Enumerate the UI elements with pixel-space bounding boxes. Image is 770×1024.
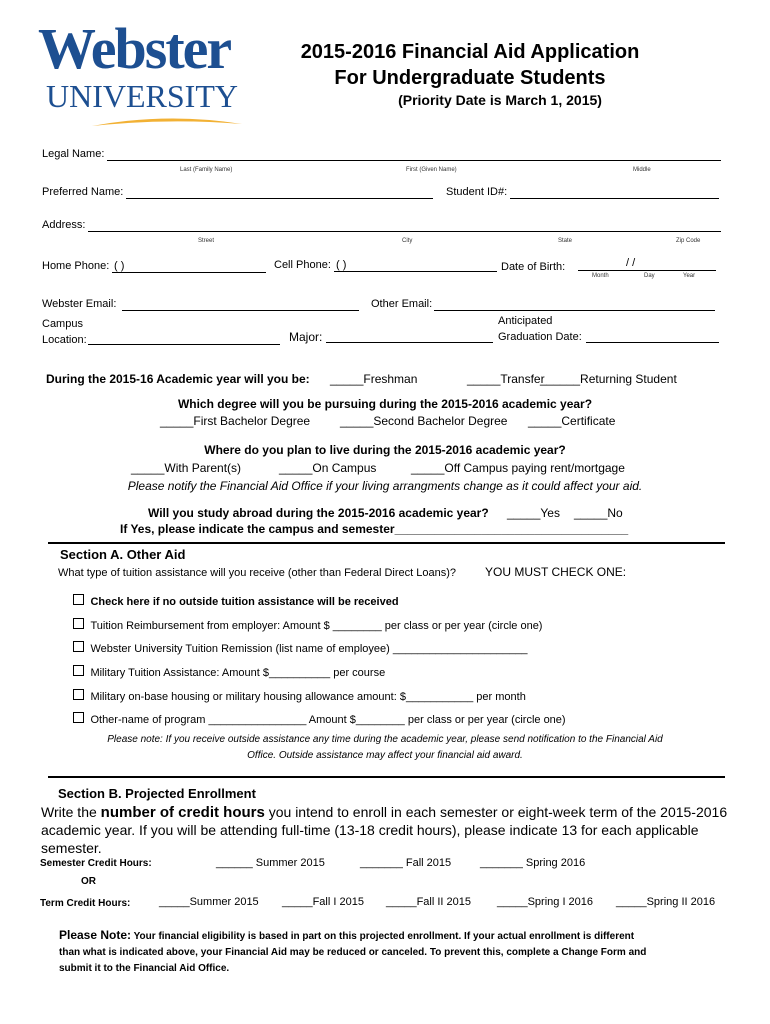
other-email-field[interactable]	[434, 310, 715, 311]
abroad-yes-option[interactable]: _____Yes	[507, 506, 560, 520]
academic-year-question: During the 2015-16 Academic year will you be:	[46, 372, 310, 386]
please-note-paragraph	[59, 927, 729, 977]
living-note: Please notify the Financial Aid Office if your living arrangments change as it could affect your aid.	[127, 479, 643, 493]
legal-name-field[interactable]	[107, 160, 721, 161]
home-phone-field[interactable]	[112, 272, 266, 273]
semester-credit-label: Semester Credit Hours:	[40, 858, 152, 869]
semester-spring-field[interactable]: _______ Spring 2016	[480, 857, 586, 869]
major-field[interactable]	[326, 342, 493, 343]
day-sublabel: Day	[644, 273, 655, 279]
city-sublabel: City	[402, 238, 413, 244]
off-campus-option[interactable]: _____Off Campus paying rent/mortgage	[411, 461, 625, 475]
last-name-sublabel: Last (Family Name)	[180, 167, 233, 173]
address-field[interactable]	[88, 231, 721, 232]
no-outside-aid-label: Check here if no outside tuition assistance will be received	[90, 596, 399, 608]
tuition-reimbursement-checkbox[interactable]	[73, 618, 84, 629]
tuition-remission-label: Webster University Tuition Remission (list name of employee) ______________________	[90, 643, 528, 655]
other-program-row	[73, 710, 566, 728]
logo-swoosh-icon	[92, 114, 242, 128]
must-check-one: YOU MUST CHECK ONE:	[485, 565, 627, 579]
on-campus-option[interactable]: _____On Campus	[279, 461, 377, 475]
section-a-note-line1: Please note: If you receive outside assistance any time during the academic year, please send notification to the Financial Aid	[107, 734, 663, 745]
graduation-date-label: Graduation Date:	[498, 331, 582, 343]
campus-location-field[interactable]	[88, 344, 280, 345]
location-label: Location:	[42, 334, 87, 346]
transfer-option[interactable]: _____Transfer	[467, 372, 545, 386]
term-spring1-field[interactable]: _____Spring I 2016	[497, 896, 594, 908]
section-b-title: Section B. Projected Enrollment	[58, 786, 256, 801]
first-bachelor-option[interactable]: _____First Bachelor Degree	[160, 414, 311, 428]
semester-fall-field[interactable]: _______ Fall 2015	[360, 857, 452, 869]
military-tuition-checkbox[interactable]	[73, 665, 84, 676]
returning-option[interactable]: ______Returning Student	[540, 372, 677, 386]
term-fall2-field[interactable]: _____Fall II 2015	[386, 896, 472, 908]
or-label: OR	[81, 876, 96, 887]
legal-name-label: Legal Name:	[42, 148, 105, 160]
other-program-label: Other-name of program ________________ Amount $________ per class or per year (circle one)	[90, 714, 566, 726]
preferred-name-label: Preferred Name:	[42, 186, 124, 198]
student-id-field[interactable]	[510, 198, 719, 199]
military-tuition-row	[73, 663, 385, 681]
street-sublabel: Street	[198, 238, 215, 244]
anticipated-label: Anticipated	[498, 315, 553, 327]
semester-summer-field[interactable]: ______ Summer 2015	[216, 857, 325, 869]
freshman-option[interactable]: _____Freshman	[330, 372, 418, 386]
cell-phone-label: Cell Phone:	[274, 259, 331, 271]
address-label: Address:	[42, 219, 86, 231]
first-name-sublabel: First (Given Name)	[406, 167, 457, 173]
military-housing-label: Military on-base housing or military housing allowance amount: $___________ per month	[90, 691, 526, 703]
month-sublabel: Month	[592, 273, 609, 279]
military-tuition-label: Military Tuition Assistance: Amount $__________ per course	[90, 667, 386, 679]
graduation-date-field[interactable]	[586, 342, 719, 343]
second-bachelor-option[interactable]: _____Second Bachelor Degree	[340, 414, 508, 428]
other-program-checkbox[interactable]	[73, 712, 84, 723]
year-sublabel: Year	[683, 273, 696, 279]
dob-field[interactable]	[578, 270, 716, 271]
preferred-name-field[interactable]	[126, 198, 433, 199]
tuition-remission-row	[73, 639, 527, 657]
zip-sublabel: Zip Code	[676, 238, 701, 244]
priority-date: (Priority Date is March 1, 2015)	[398, 92, 602, 108]
term-spring2-field[interactable]: _____Spring II 2016	[616, 896, 716, 908]
page-subtitle: For Undergraduate Students	[334, 67, 606, 89]
write-pre: Write the	[41, 804, 101, 820]
term-credit-label: Term Credit Hours:	[40, 898, 131, 909]
abroad-no-option[interactable]: _____No	[574, 506, 623, 520]
section-a-title: Section A. Other Aid	[60, 547, 186, 562]
certificate-option[interactable]: _____Certificate	[528, 414, 616, 428]
abroad-campus-semester[interactable]: If Yes, please indicate the campus and semester___________________________________	[120, 522, 629, 536]
please-note-label: Please Note:	[59, 928, 132, 942]
write-post: you intend to enroll in each semester or eight-week term of the 2015-2016	[264, 804, 728, 820]
section-a-divider	[48, 542, 725, 544]
major-label: Major:	[289, 330, 323, 344]
dob-label: Date of Birth:	[501, 261, 566, 273]
home-phone-label: Home Phone:	[42, 260, 110, 272]
military-housing-row	[73, 687, 526, 705]
webster-email-field[interactable]	[122, 310, 359, 311]
section-b-line2: academic year. If you will be attending full-time (13-18 credit hours), please indicate 13 for each applicable	[41, 822, 699, 838]
section-a-intro: What type of tuition assistance will you receive (other than Federal Direct Loans)?	[58, 567, 457, 579]
living-question: Where do you plan to live during the 2015-2016 academic year?	[204, 443, 566, 457]
abroad-question: Will you study abroad during the 2015-2016 academic year?	[148, 506, 489, 520]
webster-logo-word: Webster	[38, 16, 231, 81]
university-logo-word: UNIVERSITY	[46, 78, 238, 114]
section-b-line3: semester.	[41, 840, 102, 856]
degree-question: Which degree will you be pursuing during the 2015-2016 academic year?	[177, 397, 593, 411]
campus-label: Campus	[42, 318, 83, 330]
please-note-line2: than what is indicated above, your Financial Aid may be reduced or canceled. To prevent this, complete a Change Form and	[59, 947, 647, 958]
credit-hours-emphasis: number of credit hours	[100, 804, 265, 821]
cell-phone-paren: ( )	[336, 259, 347, 271]
tuition-reimbursement-label: Tuition Reimbursement from employer: Amount $ ________ per class or per year (circle one)	[90, 620, 543, 632]
state-sublabel: State	[558, 238, 573, 244]
other-email-label: Other Email:	[371, 298, 433, 310]
section-b-divider	[48, 776, 725, 778]
with-parents-option[interactable]: _____With Parent(s)	[131, 461, 242, 475]
military-housing-checkbox[interactable]	[73, 689, 84, 700]
no-outside-aid-row	[73, 592, 399, 610]
section-a-note-line2: Office. Outside assistance may affect your financial aid award.	[247, 750, 523, 761]
tuition-remission-checkbox[interactable]	[73, 641, 84, 652]
term-fall1-field[interactable]: _____Fall I 2015	[282, 896, 364, 908]
no-outside-aid-checkbox[interactable]	[73, 594, 84, 605]
term-summer-field[interactable]: _____Summer 2015	[159, 896, 259, 908]
student-id-label: Student ID#:	[446, 186, 508, 198]
home-phone-paren: ( )	[114, 260, 125, 272]
please-note-line1: Your financial eligibility is based in part on this projected enrollment. If your actual enrollment is different	[131, 931, 635, 942]
page-title: 2015-2016 Financial Aid Application	[300, 41, 640, 63]
webster-email-label: Webster Email:	[42, 298, 117, 310]
dob-slashes: / /	[626, 257, 636, 269]
tuition-reimbursement-row	[73, 616, 542, 634]
cell-phone-field[interactable]	[334, 271, 497, 272]
please-note-line3: submit it to the Financial Aid Office.	[59, 963, 230, 974]
middle-sublabel: Middle	[633, 167, 651, 173]
section-b-instructions	[41, 803, 727, 822]
